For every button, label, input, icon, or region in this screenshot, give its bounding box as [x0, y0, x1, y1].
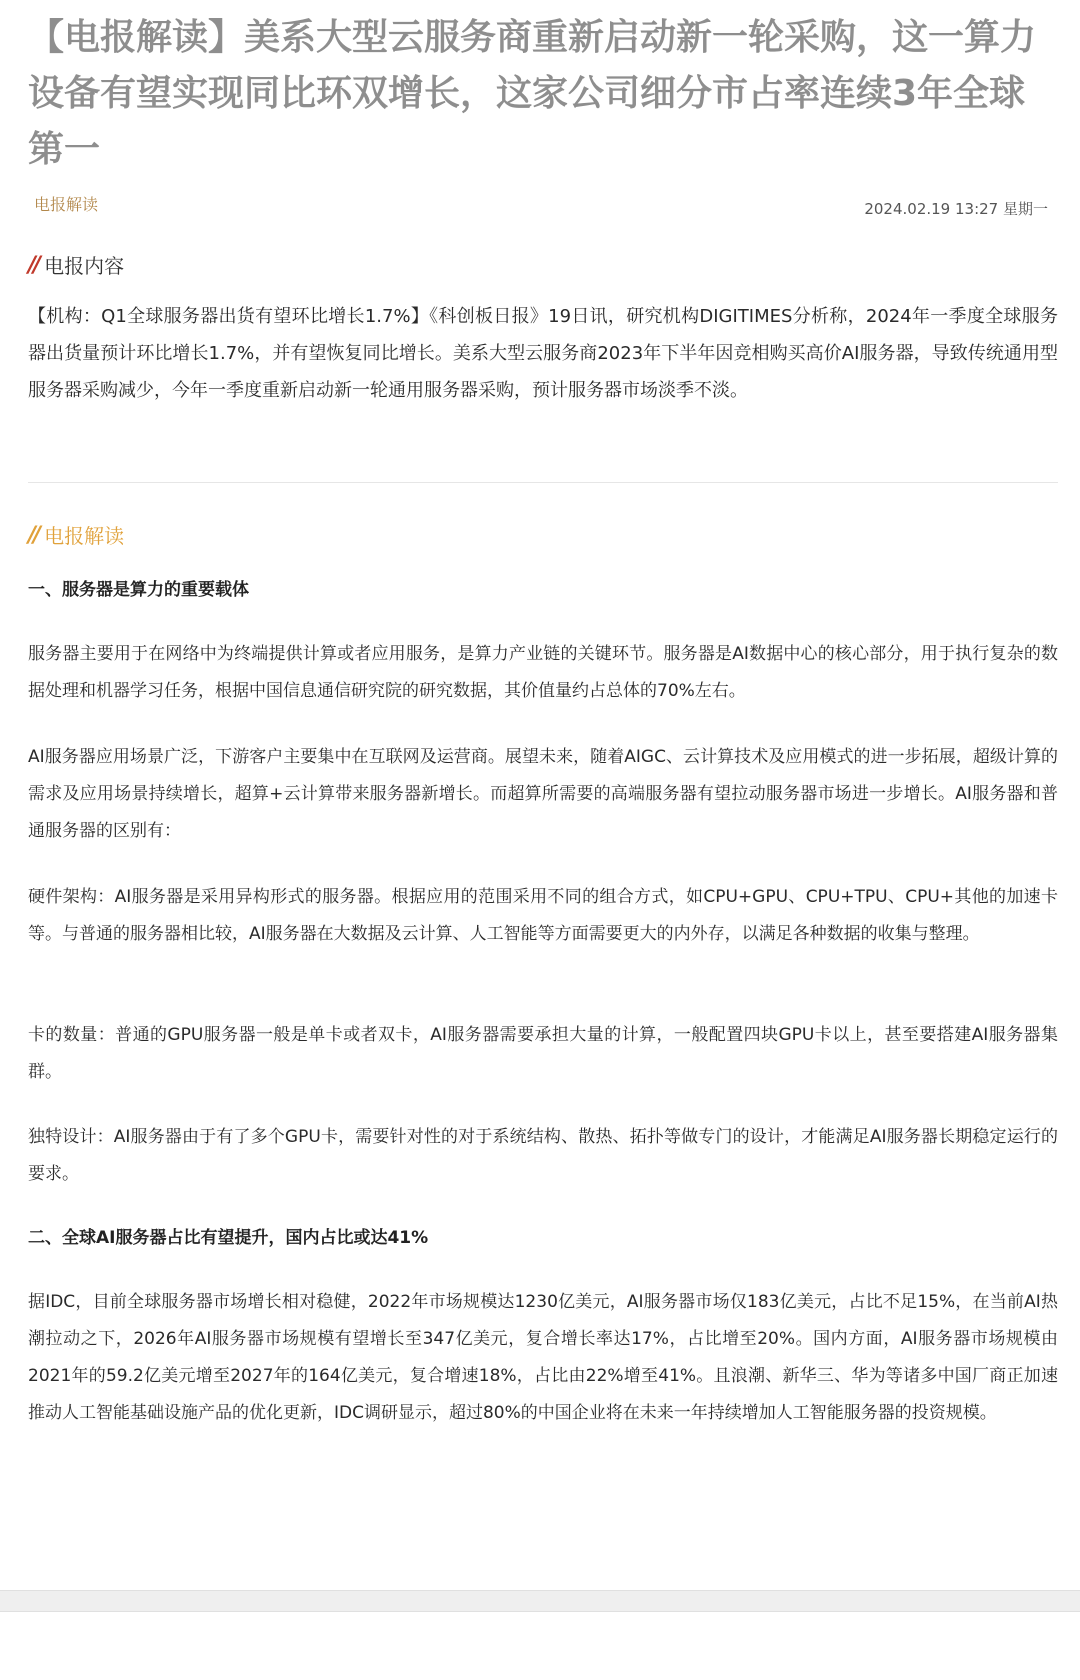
- article-title: 【电报解读】美系大型云服务商重新启动新一轮采购，这一算力设备有望实现同比环双增长，这家公司细分市占率连续3年全球第一: [28, 17, 1037, 170]
- section-divider: [28, 482, 1058, 483]
- article-datetime: 2024.02.19 13:27 星期一: [864, 200, 1048, 218]
- page-separator-band: [0, 1590, 1080, 1612]
- reading-paragraph-6: 据IDC，目前全球服务器市场增长相对稳健，2022年市场规模达1230亿美元，AI服务器市场仅183亿美元，占比不足15%，在当前AI热潮拉动之下，2026年AI服务器市场规模有望增长至347亿美元，复合增长率达17%，占比增至20%。国内方面，AI服务器市场规模由2021年的59.2亿美元增至2027年的164亿美元，复合增速18%，占比由22%增至41%。且浪潮、新华三、华为等诸多中国厂商正加速推动人工智能基础设施产品的优化更新，IDC调研显示，超过80%的中国企业将在未来一年持续增加人工智能服务器的投资规模。: [28, 1292, 1058, 1423]
- reading-paragraph-1: 服务器主要用于在网络中为终端提供计算或者应用服务，是算力产业链的关键环节。服务器是AI数据中心的核心部分，用于执行复杂的数据处理和机器学习任务，根据中国信息通信研究院的研究数据，其价值量约占总体的70%左右。: [28, 644, 1058, 701]
- cropped-figure-caption: [320, 1670, 760, 1680]
- section-heading-content-label: 电报内容: [44, 254, 125, 278]
- double-slash-icon: //: [28, 523, 39, 548]
- article-category-tag[interactable]: 电报解读: [34, 195, 99, 214]
- section-heading-reading-label: 电报解读: [44, 524, 125, 548]
- reading-paragraph-4: 卡的数量：普通的GPU服务器一般是单卡或者双卡，AI服务器需要承担大量的计算，一般配置四块GPU卡以上，甚至要搭建AI服务器集群。: [28, 1025, 1058, 1082]
- reading-paragraph-3: 硬件架构：AI服务器是采用异构形式的服务器。根据应用的范围采用不同的组合方式，如CPU+GPU、CPU+TPU、CPU+其他的加速卡等。与普通的服务器相比较，AI服务器在大数据及云计算、人工智能等方面需要更大的内外存，以满足各种数据的收集与整理。: [28, 887, 1058, 944]
- reading-subheading-2: 二、全球AI服务器占比有望提升，国内占比或达41%: [28, 1228, 429, 1248]
- reading-paragraph-2: AI服务器应用场景广泛，下游客户主要集中在互联网及运营商。展望未来，随着AIGC、云计算技术及应用模式的进一步拓展，超级计算的需求及应用场景持续增长，超算+云计算带来服务器新增长。而超算所需要的高端服务器有望拉动服务器市场进一步增长。AI服务器和普通服务器的区别有：: [28, 747, 1058, 841]
- section-heading-content: [28, 252, 124, 280]
- section-heading-reading: [28, 522, 124, 550]
- double-slash-icon: //: [28, 253, 39, 278]
- reading-paragraph-5: 独特设计：AI服务器由于有了多个GPU卡，需要针对性的对于系统结构、散热、拓扑等做专门的设计，才能满足AI服务器长期稳定运行的要求。: [28, 1127, 1058, 1184]
- telegram-content-text: 【机构：Q1全球服务器出货有望环比增长1.7%】《科创板日报》19日讯，研究机构DIGITIMES分析称，2024年一季度全球服务器出货量预计环比增长1.7%，并有望恢复同比增长。美系大型云服务商2023年下半年因竞相购买高价AI服务器，导致传统通用型服务器采购减少，今年一季度重新启动新一轮通用服务器采购，预计服务器市场淡季不淡。: [28, 306, 1058, 401]
- reading-subheading-1: 一、服务器是算力的重要载体: [28, 580, 249, 600]
